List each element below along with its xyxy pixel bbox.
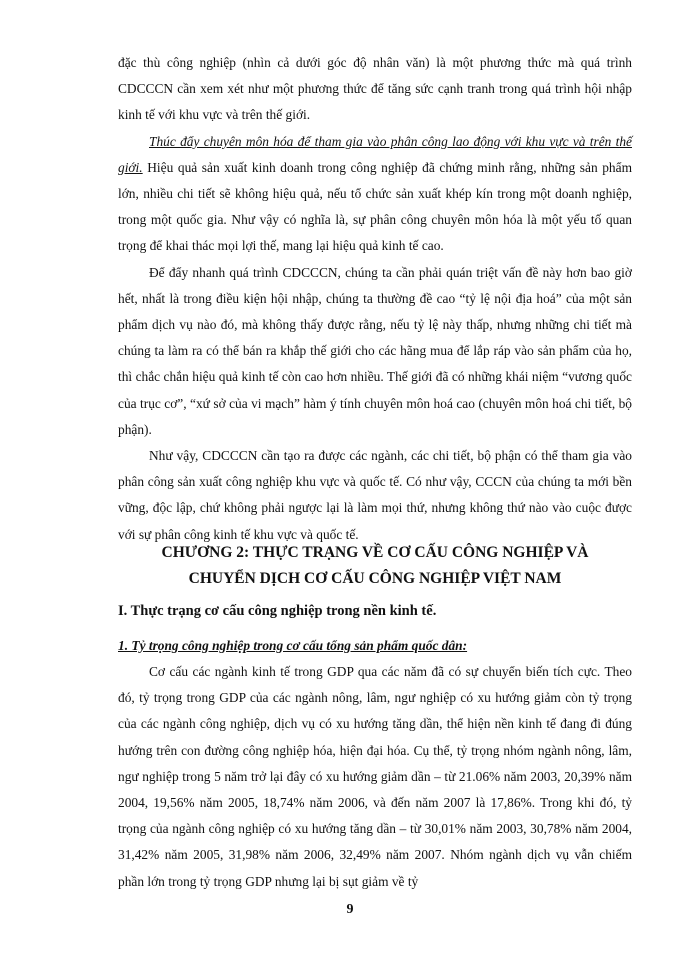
chapter-heading <box>118 540 632 592</box>
body-text-bottom <box>118 659 632 895</box>
chapter-heading-line-2: CHUYỂN DỊCH CƠ CẤU CÔNG NGHIỆP VIỆT NAM <box>188 570 562 587</box>
paragraph-5: Cơ cấu các ngành kinh tế trong GDP qua các năm đã có sự chuyển biến tích cực. Theo đó, tỷ trọng trong GDP của các ngành nông, lâm, ngư nghiệp có xu hướng giảm còn tỷ trọng của các ngành công nghiệp, dịch vụ có xu hướng tăng dần, thể hiện nền kinh tế đang đi đúng hướng trên con đường công nghiệp hóa, hiện đại hóa. Cụ thể, tỷ trọng nhóm ngành nông, lâm, ngư nghiệp trong 5 năm trở lại đây có xu hướng giảm dần – từ 21.06% năm 2003, 20,39% năm 2004, 19,56% năm 2005, 18,74% năm 2006, và đến năm 2007 là 17,86%. Trong khi đó, tỷ trọng của ngành công nghiệp có xu hướng tăng dần – từ 30,01% năm 2003, 30,78% năm 2004, 31,42% năm 2005, 31,98% năm 2006, 32,49% năm 2007. Nhóm ngành dịch vụ vẫn chiếm phần lớn trong tỷ trọng GDP nhưng lại bị sụt giảm về tỷ <box>118 664 632 889</box>
paragraph-4: Như vậy, CDCCCN cần tạo ra được các ngành, các chi tiết, bộ phận có thể tham gia vào phân công sản xuất công nghiệp khu vực và quốc tế. Có như vậy, CCCN của chúng ta mới bền vững, độc lập, chứ không phải ngược lại là làm mọi thứ, nhưng không thứ nào vào cuộc được với sự phân công kinh tế khu vực và quốc tế. <box>118 448 632 542</box>
paragraph-3: Để đẩy nhanh quá trình CDCCCN, chúng ta cần phải quán triệt vấn đề này hơn bao giờ hết, nhất là trong điều kiện hội nhập, chúng ta thường đề cao “tỷ lệ nội địa hoá” của một sản phẩm dịch vụ nào đó, mà không thấy được rằng, nếu tỷ lệ này thấp, nhưng những chi tiết mà chúng ta làm ra có thể bán ra khắp thế giới cho các hãng mua để lắp ráp vào sản phẩm của họ, thì chắc chắn hiệu quả kinh tế còn cao hơn nhiều. Thế giới đã có những khái niệm “vương quốc của trục cơ”, “xứ sở của vi mạch” hàm ý tính chuyên môn hoá cao (chuyên môn hoá chi tiết, bộ phận). <box>118 264 632 437</box>
paragraph-2-lead: Thúc đẩy chuyên môn hóa để tham gia vào phân công lao động với khu vực và trên thế giới. <box>118 133 632 175</box>
subsection-heading-text: 1. Tỷ trọng công nghiệp trong cơ cấu tổng sản phẩm quốc dân: <box>118 638 468 653</box>
body-text-top <box>118 50 632 548</box>
page-number: 9 <box>346 902 354 917</box>
chapter-heading-line-1: CHƯƠNG 2: THỰC TRẠNG VỀ CƠ CẤU CÔNG NGHIỆP VÀ <box>161 544 589 561</box>
section-heading: I. Thực trạng cơ cấu công nghiệp trong nền kinh tế. <box>118 603 437 619</box>
paragraph-2-text: Hiệu quả sản xuất kinh doanh trong công nghiệp đã chứng minh rằng, những sản phẩm lớn, nhiều chi tiết sẽ không hiệu quả, nếu tổ chức sản xuất khép kín trong một doanh nghiệp, trong một quốc gia. Như vậy có nghĩa là, sự phân công chuyên môn hóa là một yếu tố quan trọng để khai thác mọi lợi thế, mang lại hiệu quả kinh tế cao. <box>118 159 632 254</box>
subsection-heading <box>118 633 632 659</box>
paragraph-2 <box>118 129 632 260</box>
paragraph-1: đặc thù công nghiệp (nhìn cả dưới góc độ nhân văn) là một phương thức mà quá trình CDCCCN cần xem xét như một phương thức để tăng sức cạnh tranh trong quá trình hội nhập kinh tế với khu vực và trên thế giới. <box>118 55 632 123</box>
